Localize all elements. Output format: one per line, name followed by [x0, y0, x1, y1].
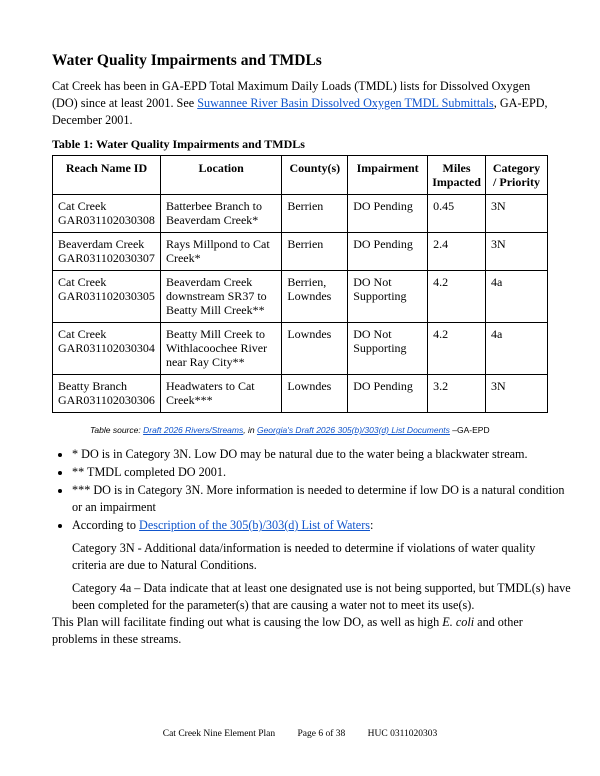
county-cell: Berrien: [282, 195, 348, 233]
note-prefix: According to: [72, 518, 140, 532]
rivers-streams-link[interactable]: Draft 2026 Rivers/Streams: [143, 425, 244, 435]
county-cell: Berrien, Lowndes: [282, 271, 348, 323]
note-item: • * DO is in Category 3N. Low DO may be natural due to the water being a blackwater stream.: [72, 446, 572, 463]
closing-after: and other problems in these streams.: [52, 615, 523, 646]
reach-cell: [53, 195, 161, 233]
table-row: [53, 323, 548, 375]
reach-name: Cat Creek: [58, 199, 107, 213]
note-item: • *** DO is in Category 3N. More information is needed to determine if low DO is a natural condition or an impairment: [72, 482, 572, 516]
footer-page-number: Page 6 of 38: [297, 729, 346, 739]
source-prefix: Table source:: [90, 425, 144, 435]
impairments-table: [52, 155, 548, 413]
closing-paragraph: [52, 614, 552, 648]
closing-italic: E. coli: [442, 615, 475, 629]
category-cell: 3N: [486, 233, 548, 271]
footer-plan-title: Cat Creek Nine Element Plan: [162, 729, 276, 739]
impairment-cell: DO Not Supporting: [348, 271, 428, 323]
category-3n-description: Category 3N - Additional data/information is needed to determine if violations of water quality criteria are due to Natural Conditions.: [72, 541, 536, 572]
intro-text-before: Cat Creek has been in GA-EPD Total Maximum Daily Loads (TMDL) lists for Dissolved Oxygen (DO) since at least 2001. See: [52, 79, 531, 110]
intro-text-after: , GA-EPD, December 2001.: [52, 96, 548, 127]
reach-id: GAR031102030306: [58, 393, 155, 407]
impairment-cell: DO Pending: [348, 195, 428, 233]
location-cell: Rays Millpond to Cat Creek*: [160, 233, 281, 271]
category-cell: 4a: [486, 323, 548, 375]
table-header-row: [53, 156, 548, 195]
header-impairment: Impairment: [348, 156, 428, 195]
note-suffix: :: [370, 518, 374, 532]
source-middle: , in: [243, 425, 257, 435]
impairment-cell: DO Not Supporting: [348, 323, 428, 375]
table-row: [53, 271, 548, 323]
reach-cell: [53, 323, 161, 375]
list-documents-link[interactable]: Georgia's Draft 2026 305(b)/303(d) List Documents: [256, 425, 450, 435]
category-cell: 3N: [486, 195, 548, 233]
reach-id: GAR031102030307: [58, 251, 155, 265]
closing-before: This Plan will facilitate finding out what is causing the low DO, as well as high: [52, 615, 443, 629]
reach-cell: [53, 375, 161, 413]
footer-huc: HUC 0311020303: [367, 729, 438, 739]
tmdl-submittals-link[interactable]: Suwannee River Basin Dissolved Oxygen TMDL Submittals: [197, 96, 494, 110]
impairment-cell: DO Pending: [348, 233, 428, 271]
category-4a-description: Category 4a – Data indicate that at least one designated use is not being supported, but TMDL(s) have been completed for the parameter(s) that are causing a water not to meet its use(s).: [72, 581, 571, 612]
header-location: Location: [160, 156, 281, 195]
reach-name: Beaverdam Creek: [58, 237, 145, 251]
header-reach-id: Reach Name ID: [53, 156, 161, 195]
miles-cell: 3.2: [428, 375, 486, 413]
reach-id: GAR031102030308: [58, 213, 155, 227]
location-cell: Batterbee Branch to Beaverdam Creek*: [160, 195, 281, 233]
header-county: County(s): [282, 156, 348, 195]
location-cell: Headwaters to Cat Creek***: [160, 375, 281, 413]
reach-name: Cat Creek: [58, 327, 107, 341]
table-row: [53, 195, 548, 233]
reach-name: Beatty Branch: [58, 379, 127, 393]
location-cell: Beaverdam Creek downstream SR37 to Beatty Mill Creek**: [160, 271, 281, 323]
table-caption: Table 1: Water Quality Impairments and TMDLs: [52, 137, 305, 151]
header-category: Category / Priority: [486, 156, 548, 195]
note-item: • ** TMDL completed DO 2001.: [72, 464, 572, 481]
table-row: [53, 375, 548, 413]
intro-paragraph: [52, 78, 552, 129]
reach-cell: [53, 271, 161, 323]
miles-cell: 4.2: [428, 323, 486, 375]
note-item: [72, 517, 572, 614]
reach-id: GAR031102030305: [58, 289, 155, 303]
miles-cell: 4.2: [428, 271, 486, 323]
county-cell: Lowndes: [282, 375, 348, 413]
page-footer: [0, 729, 600, 739]
list-description-link[interactable]: Description of the 305(b)/303(d) List of Waters: [139, 518, 370, 532]
category-cell: 4a: [486, 271, 548, 323]
miles-cell: 2.4: [428, 233, 486, 271]
location-cell: Beatty Mill Creek to Withlacoochee River near Ray City**: [160, 323, 281, 375]
table-row: [53, 233, 548, 271]
source-suffix: –GA-EPD: [449, 425, 490, 435]
reach-id: GAR031102030304: [58, 341, 155, 355]
miles-cell: 0.45: [428, 195, 486, 233]
reach-name: Cat Creek: [58, 275, 107, 289]
county-cell: Lowndes: [282, 323, 348, 375]
category-cell: 3N: [486, 375, 548, 413]
section-heading: Water Quality Impairments and TMDLs: [52, 52, 322, 69]
table-source: [90, 425, 490, 435]
impairment-cell: DO Pending: [348, 375, 428, 413]
reach-cell: [53, 233, 161, 271]
notes-list: [52, 446, 572, 615]
header-miles: Miles Impacted: [428, 156, 486, 195]
county-cell: Berrien: [282, 233, 348, 271]
